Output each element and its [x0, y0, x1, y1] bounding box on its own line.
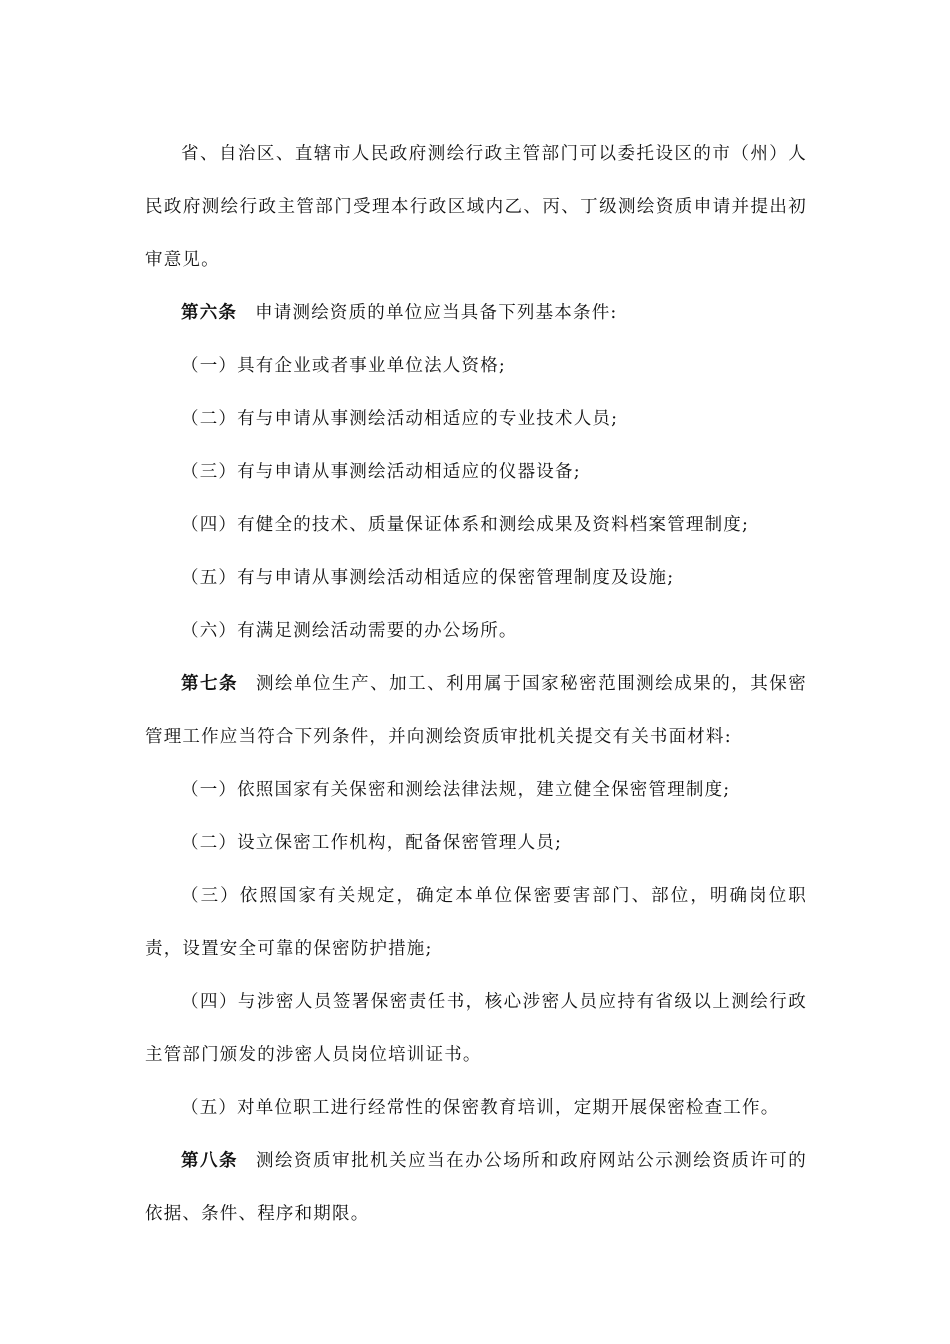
paragraph-text: （三）依照国家有关规定，确定本单位保密要害部门、部位，明确岗位职责，设置安全可靠的保密防护措施; [145, 886, 807, 959]
paragraph-text: （五）对单位职工进行经常性的保密教育培训，定期开展保密检查工作。 [181, 1098, 780, 1118]
paragraph-text: （一）依照国家有关保密和测绘法律法规，建立健全保密管理制度; [181, 780, 731, 800]
list-item [145, 446, 807, 499]
list-item [145, 1082, 807, 1135]
paragraph-text: （二）有与申请从事测绘活动相适应的专业技术人员; [181, 409, 619, 429]
paragraph-text: 省、自治区、直辖市人民政府测绘行政主管部门可以委托设区的市（州）人民政府测绘行政主管部门受理本行政区域内乙、丙、丁级测绘资质申请并提出初审意见。 [145, 144, 807, 270]
article-heading: 第七条 [181, 674, 239, 694]
article-8 [145, 1135, 807, 1241]
paragraph-text: （一）具有企业或者事业单位法人资格; [181, 356, 506, 376]
paragraph-text: 申请测绘资质的单位应当具备下列基本条件: [255, 303, 618, 323]
paragraph-1 [145, 128, 807, 287]
article-7 [145, 658, 807, 764]
article-heading: 第六条 [181, 303, 238, 323]
paragraph-text: （二）设立保密工作机构，配备保密管理人员; [181, 833, 563, 853]
list-item [145, 393, 807, 446]
list-item [145, 976, 807, 1082]
list-item [145, 552, 807, 605]
list-item [145, 340, 807, 393]
paragraph-text: （三）有与申请从事测绘活动相适应的仪器设备; [181, 462, 581, 482]
document-page [145, 128, 807, 1241]
paragraph-text: 测绘单位生产、加工、利用属于国家秘密范围测绘成果的，其保密管理工作应当符合下列条件，并向测绘资质审批机关提交有关书面材料: [145, 674, 807, 747]
paragraph-text: （五）有与申请从事测绘活动相适应的保密管理制度及设施; [181, 568, 675, 588]
paragraph-text: （四）有健全的技术、质量保证体系和测绘成果及资料档案管理制度; [181, 515, 750, 535]
paragraph-text: （四）与涉密人员签署保密责任书，核心涉密人员应持有省级以上测绘行政主管部门颁发的涉密人员岗位培训证书。 [145, 992, 807, 1065]
paragraph-text: 测绘资质审批机关应当在办公场所和政府网站公示测绘资质许可的依据、条件、程序和期限。 [145, 1151, 807, 1224]
list-item [145, 817, 807, 870]
list-item [145, 764, 807, 817]
list-item [145, 499, 807, 552]
article-6 [145, 287, 807, 340]
article-heading: 第八条 [181, 1151, 239, 1171]
list-item [145, 605, 807, 658]
paragraph-text: （六）有满足测绘活动需要的办公场所。 [181, 621, 518, 641]
list-item [145, 870, 807, 976]
